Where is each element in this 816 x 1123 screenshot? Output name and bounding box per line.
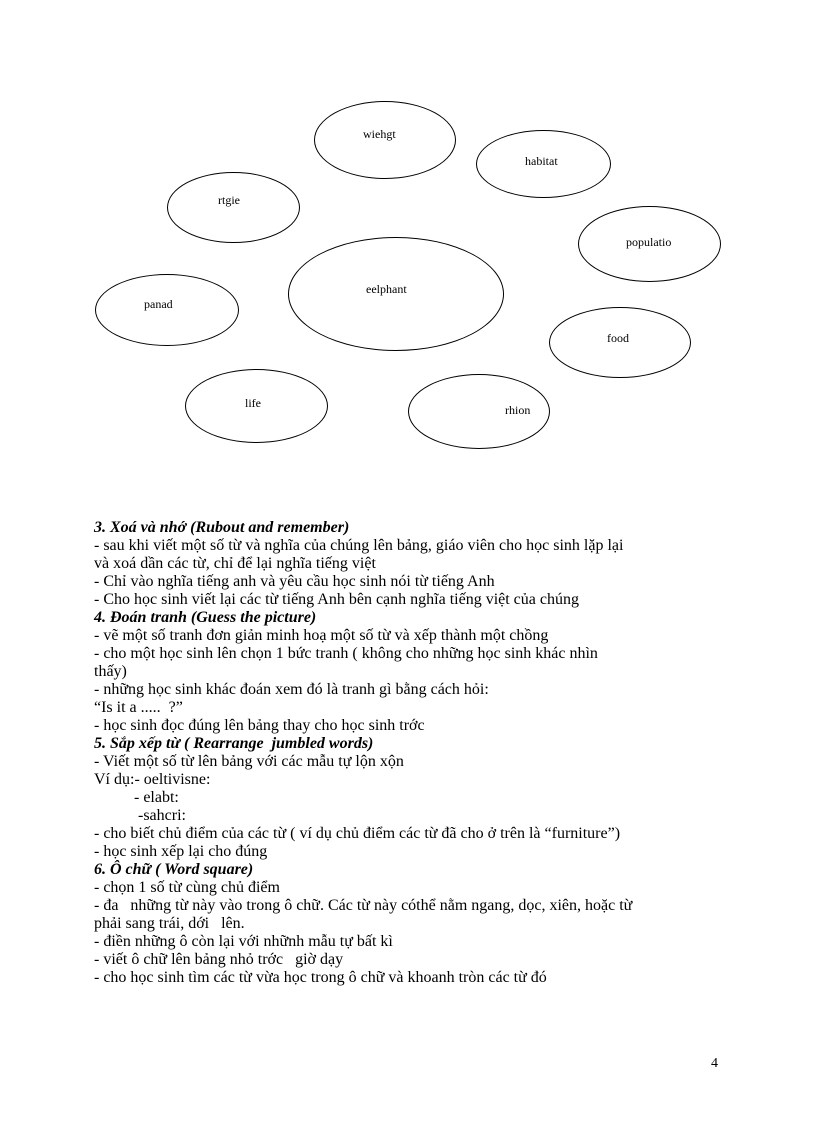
text-line: - học sinh xếp lại cho đúng [94,843,268,860]
section-heading: 6. Ô chữ ( Word square) [94,861,254,878]
text-line: - Cho học sinh viết lại các từ tiếng Anh bên cạnh nghĩa tiếng việt của chúng [94,591,579,608]
text-line: - cho biết chủ điểm của các từ ( ví dụ chủ điểm các từ đã cho ở trên là “furniture”) [94,825,621,842]
text-line: - viết ô chữ lên bảng nhỏ trớc giờ dạy [94,951,344,968]
text-line: - cho một học sinh lên chọn 1 bức tranh ( không cho những học sinh khác nhìn [94,645,598,662]
text-line: - cho học sinh tìm các từ vừa học trong ô chữ và khoanh tròn các từ đó [94,969,547,986]
text-line: - vẽ một số tranh đơn giản minh hoạ một số từ và xếp thành một chồng [94,627,549,644]
text-line: và xoá dần các từ, chỉ để lại nghĩa tiếng việt [94,555,376,572]
text-line: - đa những từ này vào trong ô chữ. Các từ này cóthể nằm ngang, dọc, xiên, hoặc từ [94,897,633,914]
text-line: - sau khi viết một số từ và nghĩa của chúng lên bảng, giáo viên cho học sinh lặp lại [94,537,624,554]
text-line: - học sinh đọc đúng lên bảng thay cho học sinh trớc [94,717,425,734]
section-heading: 4. Đoán tranh (Guess the picture) [94,609,317,626]
text-line: - chọn 1 số từ cùng chủ điểm [94,879,280,896]
page-number: 4 [711,1056,718,1071]
text-line: - những học sinh khác đoán xem đó là tranh gì bằng cách hỏi: [94,681,489,698]
bubble-word: life [245,396,261,410]
bubble-word: eelphant [366,282,407,296]
text-line: - elabt: [94,789,179,806]
section-heading: 5. Sắp xếp từ ( Rearrange jumbled words) [94,735,374,752]
bubble-word: rhion [505,403,531,417]
text-line: - Chỉ vào nghĩa tiếng anh và yêu cầu học sinh nói từ tiếng Anh [94,573,495,590]
text-line: -sahcri: [94,807,186,824]
text-line: phải sang trái, dới lên. [94,915,245,932]
text-line: - điền những ô còn lại với nhữnh mẫu tự bất kì [94,933,393,950]
bubble-word: panad [144,297,173,311]
bubble-word: populatio [626,235,672,249]
text-line: Ví dụ:- oeltivisne: [94,771,211,788]
section-heading: 3. Xoá và nhớ (Rubout and remember) [94,519,350,536]
document-body [94,519,734,987]
bubble-word: habitat [525,154,558,168]
bubble-word: rtgie [218,193,240,207]
bubble-word: wiehgt [363,127,396,141]
text-line: - Viết một số từ lên bảng với các mẫu tự lộn xộn [94,753,404,770]
text-line: thấy) [94,663,127,680]
bubble-word: food [607,331,629,345]
text-line: “Is it a ..... ?” [94,699,183,716]
